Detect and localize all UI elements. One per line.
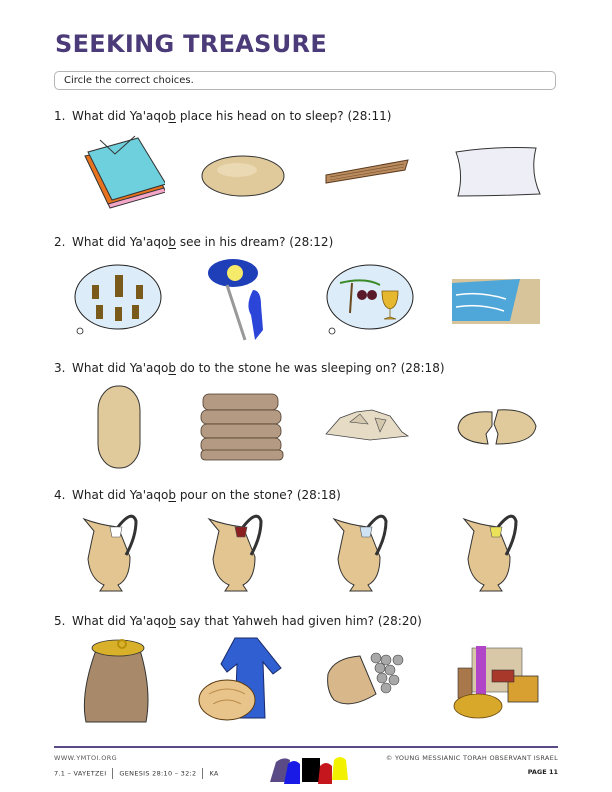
answer-row-5 [60,634,560,729]
dream-vine-cup-icon [320,255,415,350]
underlined-letter: b [168,614,176,628]
question-text: What did Ya'aqo [72,361,169,375]
footer-reference: GENESIS 28:10 – 32:2 [119,769,197,778]
question-2 [54,235,333,249]
option-dream-vine-and-cup[interactable] [320,255,415,350]
question-text: see in his dream? (28:12) [176,235,334,249]
footer-separator [202,768,203,779]
option-pillow[interactable] [450,130,545,225]
option-pile-of-stones[interactable] [195,382,290,477]
footer-lesson-info [54,768,219,779]
pile-of-stones-icon [195,382,290,477]
option-bread-and-garment[interactable] [195,634,290,729]
question-1 [54,109,391,123]
option-wooden-plank[interactable] [320,130,415,225]
option-stone[interactable] [195,130,290,225]
footer-website: WWW.YMTOI.ORG [54,754,118,762]
footer-parsha: 7.1 – VAYETZEI [54,769,107,778]
option-ladder-to-heaven[interactable] [195,255,290,350]
question-text: say that Yahweh had given him? (28:20) [176,614,422,628]
sea-shore-icon [450,255,545,350]
instruction-text: Circle the correct choices. [64,75,194,86]
question-number: 4. [54,488,66,502]
option-folded-shirts[interactable] [70,130,165,225]
option-sack-of-treasure[interactable] [70,634,165,729]
question-3 [54,361,445,375]
pillar-stone-icon [70,382,165,477]
treasure-sack-icon [70,634,165,729]
page-title: SEEKING TREASURE [55,30,328,58]
option-crushed-rubble[interactable] [320,382,415,477]
answer-row-2 [60,255,560,350]
question-number: 3. [54,361,66,375]
jug-oil-icon [450,507,545,602]
answer-row-4 [60,507,560,602]
question-text: What did Ya'aqo [72,488,169,502]
bread-garment-icon [195,634,290,729]
footer-copyright: © YOUNG MESSIANIC TORAH OBSERVANT ISRAEL [385,754,558,762]
question-text: What did Ya'aqo [72,235,169,249]
underlined-letter: b [168,361,176,375]
option-jug-pouring-wine[interactable] [195,507,290,602]
question-number: 5. [54,614,66,628]
question-number: 1. [54,109,66,123]
stone-icon [195,130,290,225]
wooden-plank-icon [320,130,415,225]
jug-wine-icon [195,507,290,602]
option-jug-pouring-water[interactable] [320,507,415,602]
underlined-letter: b [168,488,176,502]
option-dream-bowing-sheaves[interactable] [70,255,165,350]
jug-milk-icon [70,507,165,602]
question-text: pour on the stone? (28:18) [176,488,341,502]
option-standing-pillar-stone[interactable] [70,382,165,477]
question-4 [54,488,341,502]
question-5 [54,614,422,628]
option-treasure-chest-riches[interactable] [450,634,545,729]
option-broken-stone[interactable] [450,382,545,477]
option-jug-pouring-milk[interactable] [70,507,165,602]
option-jug-pouring-oil[interactable] [450,507,545,602]
ymtoi-logo-icon [268,752,352,786]
underlined-letter: b [168,109,176,123]
footer-divider [54,746,558,748]
dream-sheaves-icon [70,255,165,350]
ymtoi-logo [268,752,352,786]
answer-row-3 [60,382,560,477]
pillow-icon [450,130,545,225]
footer-separator [112,768,113,779]
question-number: 2. [54,235,66,249]
footer-level: KA [209,769,219,778]
question-text: place his head on to sleep? (28:11) [176,109,392,123]
footer-page-number: PAGE 11 [527,768,558,776]
money-bag-icon [320,634,415,729]
broken-stone-icon [450,382,545,477]
folded-shirts-icon [70,130,165,225]
rubble-icon [320,382,415,477]
question-text: What did Ya'aqo [72,614,169,628]
jug-water-icon [320,507,415,602]
question-text: do to the stone he was sleeping on? (28:18) [176,361,445,375]
option-money-bag-coins[interactable] [320,634,415,729]
instruction-box [54,71,556,90]
treasure-chest-icon [450,634,545,729]
answer-row-1 [60,130,560,225]
option-sea-shore[interactable] [450,255,545,350]
question-text: What did Ya'aqo [72,109,169,123]
ladder-heaven-icon [195,255,290,350]
underlined-letter: b [168,235,176,249]
